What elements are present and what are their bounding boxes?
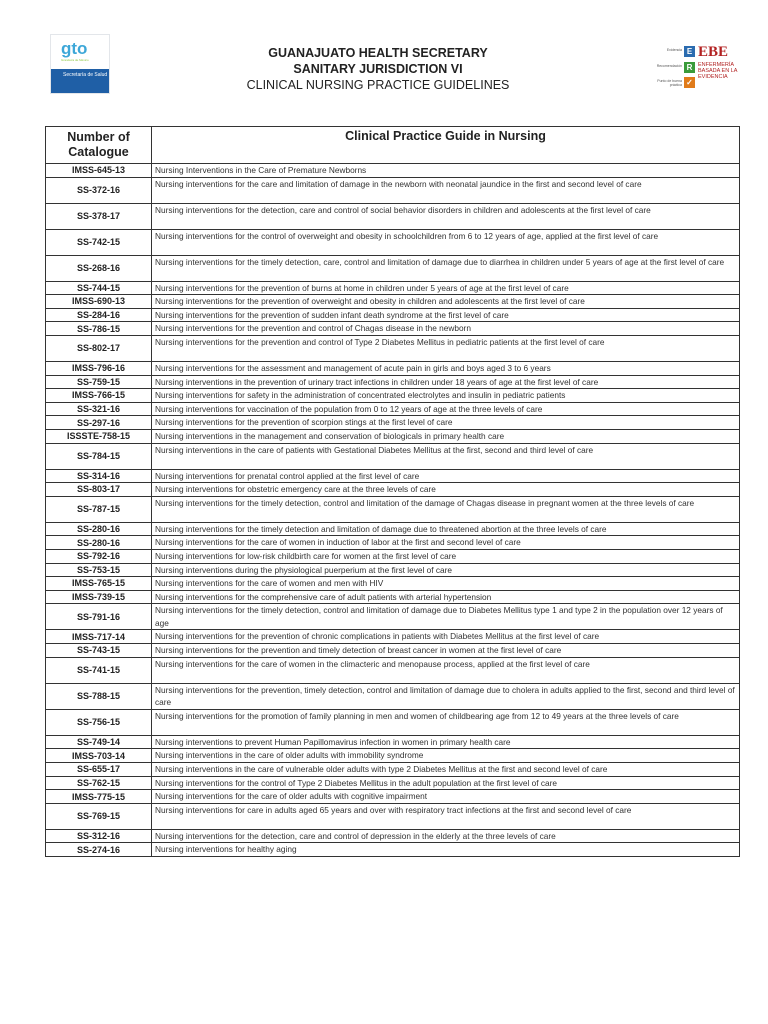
catalogue-number: SS-756-15 [46,709,152,735]
catalogue-number: IMSS-645-13 [46,164,152,178]
guide-title: Nursing Interventions in the Care of Premature Newborns [152,164,740,178]
catalogue-number: SS-802-17 [46,335,152,361]
guide-title: Nursing interventions for the prevention of sudden infant death syndrome at the first level of care [152,308,740,322]
guide-title: Nursing interventions for the prevention of chronic complications in patients with Diabetes Mellitus at the first level of care [152,630,740,644]
catalogue-number: SS-759-15 [46,375,152,389]
ebe-logo [650,42,742,94]
guide-title: Nursing interventions for the care of women in the climacteric and menopause process, applied at the first level of care [152,657,740,683]
title-line-2: SANITARY JURISDICTION VI [293,62,463,76]
table-row [46,164,740,178]
table-row [46,709,740,735]
catalogue-number: IMSS-765-15 [46,577,152,591]
catalogue-number: SS-792-16 [46,549,152,563]
col-header-catalogue: Number of Catalogue [46,127,152,164]
guide-title: Nursing interventions for prenatal control applied at the first level of care [152,469,740,483]
catalogue-number: IMSS-717-14 [46,630,152,644]
catalogue-number: SS-753-15 [46,563,152,577]
table-row [46,402,740,416]
guide-title: Nursing interventions in the care of patients with Gestational Diabetes Mellitus at the first, second and third level of care [152,443,740,469]
gto-tagline: Grandeza de México [61,58,89,62]
table-row [46,389,740,403]
guide-title: Nursing interventions for the assessment and management of acute pain in girls and boys aged 3 to 6 years [152,361,740,375]
guide-title: Nursing interventions for care in adults aged 65 years and over with respiratory tract infections at the first and second level of care [152,803,740,829]
table-row [46,295,740,309]
table-row [46,361,740,375]
table-header-row [46,127,740,164]
table-row [46,203,740,229]
page-header [0,0,768,110]
guide-title: Nursing interventions for the prevention of overweight and obesity in children and adolescents at the first level of care [152,295,740,309]
guide-title: Nursing interventions for the care of women and men with HIV [152,577,740,591]
guide-title: Nursing interventions for the prevention and timely detection of breast cancer in women at the first level of care [152,644,740,658]
guide-title: Nursing interventions for the prevention of scorpion stings at the first level of care [152,416,740,430]
catalogue-number: ISSSTE-758-15 [46,429,152,443]
guide-title: Nursing interventions for the detection, care and control of depression in the elderly at the three levels of care [152,829,740,843]
catalogue-number: SS-280-16 [46,536,152,550]
evidence-letter-icon: E [684,46,695,57]
table-row [46,843,740,857]
ebe-brand-sub: ENFERMERÍA BASADA EN LA EVIDENCIA [698,62,738,80]
table-row [46,763,740,777]
catalogue-number: SS-297-16 [46,416,152,430]
table-body [46,164,740,857]
catalogue-number: SS-741-15 [46,657,152,683]
document-titles [180,45,576,93]
guide-title: Nursing interventions for healthy aging [152,843,740,857]
ebe-brand: EBE [698,44,729,60]
guide-title: Nursing interventions for the care of women in induction of labor at the first and second level of care [152,536,740,550]
catalogue-number: SS-280-16 [46,522,152,536]
gto-brand: gto [61,39,88,58]
table-row [46,416,740,430]
catalogue-number: SS-769-15 [46,803,152,829]
guide-title: Nursing interventions during the physiological puerperium at the first level of care [152,563,740,577]
guide-title: Nursing interventions for the timely detection, care, control and limitation of damage due to diarrhea in children under 5 years of age at the first level of care [152,255,740,281]
catalogue-number: SS-803-17 [46,483,152,497]
catalogue-number: IMSS-775-15 [46,790,152,804]
catalogue-number: SS-378-17 [46,203,152,229]
table-row [46,657,740,683]
table-row [46,683,740,709]
catalogue-number: IMSS-690-13 [46,295,152,309]
ebe-label-evidence: Evidencia [666,48,682,52]
guide-title: Nursing interventions to prevent Human Papillomavirus infection in women in primary health care [152,735,740,749]
catalogue-number: SS-749-14 [46,735,152,749]
table-row [46,577,740,591]
table-row [46,429,740,443]
guide-title: Nursing interventions in the care of older adults with immobility syndrome [152,749,740,763]
guide-title: Nursing interventions for the care and limitation of damage in the newborn with neonatal jaundice in the first and second level of care [152,177,740,203]
guide-title: Nursing interventions for the promotion of family planning in men and women of childbearing age from 12 to 49 years at the three levels of care [152,709,740,735]
guide-title: Nursing interventions for obstetric emergency care at the three levels of care [152,483,740,497]
guide-title: Nursing interventions for the prevention and control of Chagas disease in the newborn [152,322,740,336]
guide-title: Nursing interventions for safety in the administration of concentrated electrolytes and insulin in pediatric patients [152,389,740,403]
guide-title: Nursing interventions for the timely detection, control and limitation of damage due to Diabetes Mellitus type 1 and type 2 in the population over 12 years of age [152,604,740,630]
table-row [46,335,740,361]
catalogue-number: SS-742-15 [46,229,152,255]
guide-title: Nursing interventions for the detection, care and control of social behavior disorders in children and adolescents at the first level of care [152,203,740,229]
table-row [46,829,740,843]
catalogue-number: SS-787-15 [46,496,152,522]
guide-title: Nursing interventions for the timely detection, control and limitation of the damage of Chagas disease in pregnant women at the three levels of care [152,496,740,522]
guide-title: Nursing interventions for low-risk childbirth care for women at the first level of care [152,549,740,563]
guide-title: Nursing interventions for the prevention of burns at home in children under 5 years of age at the first level of care [152,281,740,295]
catalogue-number: SS-312-16 [46,829,152,843]
table-row [46,536,740,550]
title-line-1: GUANAJUATO HEALTH SECRETARY [268,46,488,60]
table-row [46,255,740,281]
catalogue-number: SS-284-16 [46,308,152,322]
catalogue-number: SS-372-16 [46,177,152,203]
table-row [46,177,740,203]
guidelines-table [45,126,740,857]
catalogue-number: SS-314-16 [46,469,152,483]
table-row [46,281,740,295]
table-row [46,604,740,630]
catalogue-number: SS-655-17 [46,763,152,777]
catalogue-number: SS-784-15 [46,443,152,469]
table-row [46,375,740,389]
catalogue-number: SS-788-15 [46,683,152,709]
table-row [46,803,740,829]
guide-title: Nursing interventions for the control of Type 2 Diabetes Mellitus in the adult population at the first level of care [152,776,740,790]
catalogue-number: SS-743-15 [46,644,152,658]
table-row [46,776,740,790]
catalogue-number: SS-791-16 [46,604,152,630]
table-row [46,443,740,469]
guide-title: Nursing interventions in the management and conservation of biologicals in primary health care [152,429,740,443]
gto-logo [50,34,110,94]
table-row [46,522,740,536]
title-line-3: CLINICAL NURSING PRACTICE GUIDELINES [246,78,510,92]
table-row [46,630,740,644]
table-row [46,790,740,804]
col-header-guide: Clinical Practice Guide in Nursing [152,127,740,164]
ebe-label-good-practice: Punto de buena práctica [657,79,682,87]
recommendation-letter-icon: R [684,62,695,73]
table-row [46,229,740,255]
catalogue-number: SS-274-16 [46,843,152,857]
guide-title: Nursing interventions in the prevention of urinary tract infections in children under 18 years of age at the first level of care [152,375,740,389]
guide-title: Nursing interventions for the control of overweight and obesity in schoolchildren from 6 to 12 years of age, applied at the first level of care [152,229,740,255]
ebe-label-recommendation: Recomendación [656,64,682,68]
guide-title: Nursing interventions for the care of older adults with cognitive impairment [152,790,740,804]
catalogue-number: IMSS-703-14 [46,749,152,763]
catalogue-number: IMSS-739-15 [46,590,152,604]
gto-strip-text: Secretaría de Salud [63,72,108,78]
gto-strip [51,69,109,93]
guide-title: Nursing interventions in the care of vulnerable older adults with type 2 Diabetes Mellitus at the first and second level of care [152,763,740,777]
table-row [46,496,740,522]
catalogue-number: IMSS-796-16 [46,361,152,375]
table-row [46,644,740,658]
table-row [46,563,740,577]
catalogue-number: SS-268-16 [46,255,152,281]
table-row [46,549,740,563]
table-row [46,322,740,336]
guide-title: Nursing interventions for the comprehensive care of adult patients with arterial hypertension [152,590,740,604]
catalogue-number: SS-321-16 [46,402,152,416]
guide-title: Nursing interventions for the timely detection and limitation of damage due to threatened abortion at the three levels of care [152,522,740,536]
table-row [46,308,740,322]
catalogue-number: SS-744-15 [46,281,152,295]
catalogue-number: IMSS-766-15 [46,389,152,403]
table-row [46,749,740,763]
catalogue-number: SS-786-15 [46,322,152,336]
guide-title: Nursing interventions for the prevention, timely detection, control and limitation of damage due to cholera in adults applied to the first, second and third level of care [152,683,740,709]
table-row [46,483,740,497]
guide-title: Nursing interventions for vaccination of the population from 0 to 12 years of age at the three levels of care [152,402,740,416]
check-icon: ✓ [684,77,695,88]
guide-title: Nursing interventions for the prevention and control of Type 2 Diabetes Mellitus in pediatric patients at the first level of care [152,335,740,361]
table-row [46,590,740,604]
table-row [46,735,740,749]
table-row [46,469,740,483]
catalogue-number: SS-762-15 [46,776,152,790]
